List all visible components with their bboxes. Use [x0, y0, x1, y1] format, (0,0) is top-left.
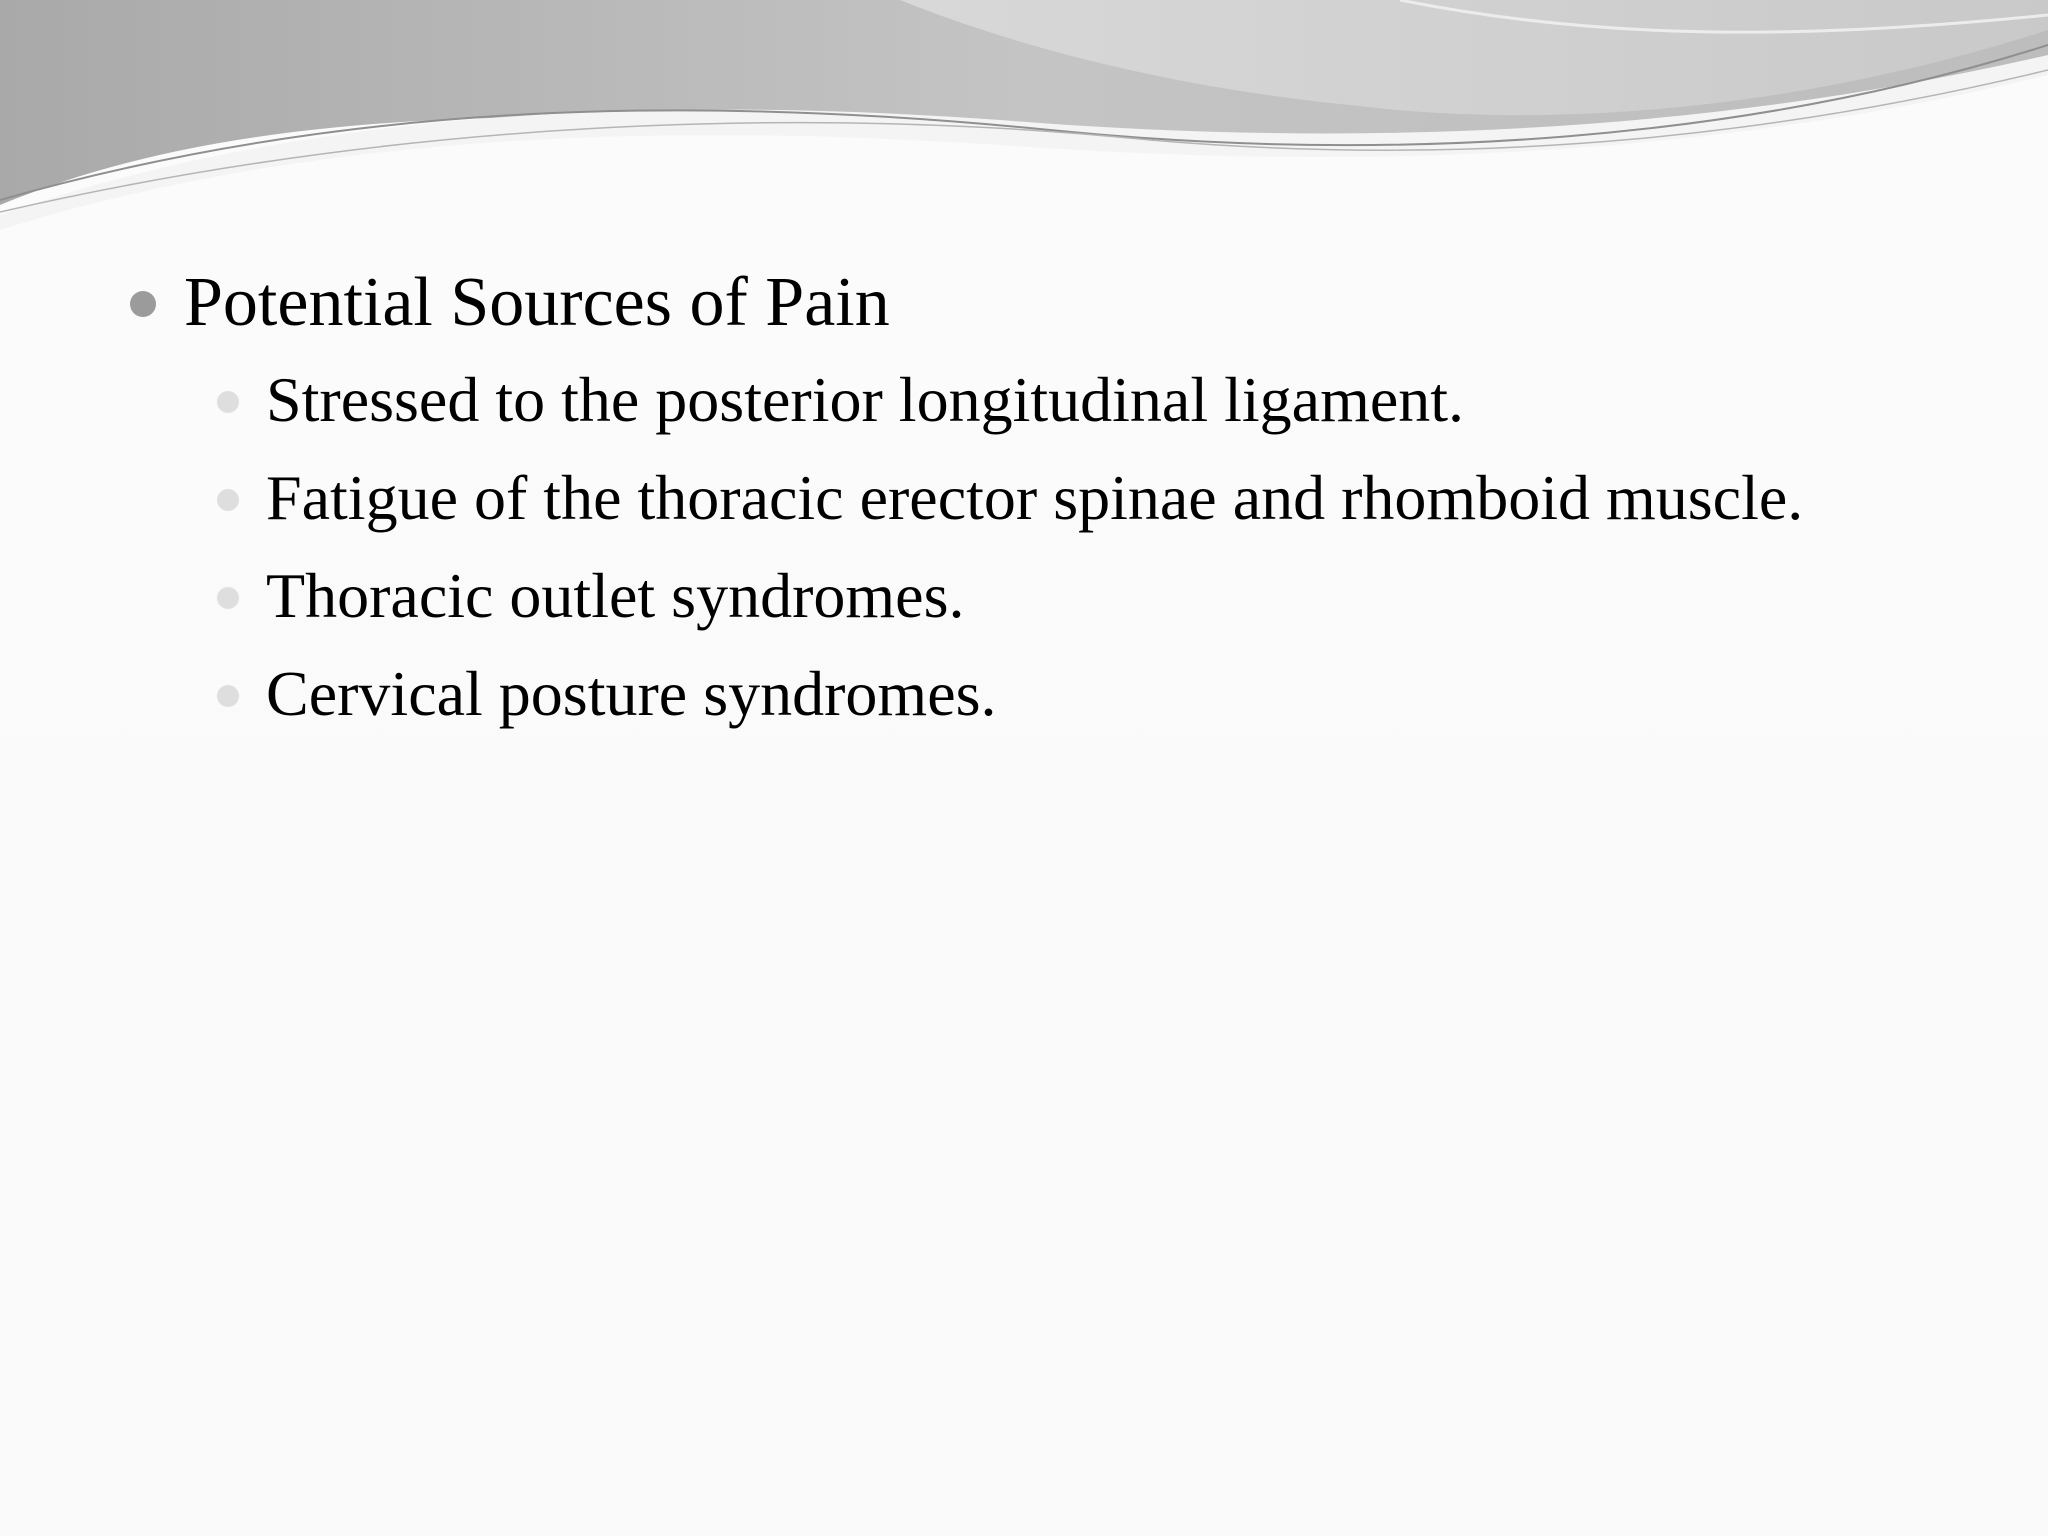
sub-bullet-list	[130, 351, 2010, 743]
list-item-text: Cervical posture syndromes.	[266, 658, 997, 729]
sub-bullet-dot-icon	[217, 587, 239, 609]
list-item	[130, 449, 2010, 547]
sub-bullet-dot-icon	[217, 489, 239, 511]
list-item-text: Fatigue of the thoracic erector spinae and rhomboid muscle.	[266, 462, 1804, 533]
list-item-text: Stressed to the posterior longitudinal ligament.	[266, 364, 1465, 435]
list-item-text: Thoracic outlet syndromes.	[266, 560, 965, 631]
sub-bullet-dot-icon	[217, 391, 239, 413]
list-item	[130, 645, 2010, 743]
bullet-dot-icon	[130, 291, 156, 317]
list-item	[130, 351, 2010, 449]
slide-body	[130, 255, 2010, 743]
heading-text: Potential Sources of Pain	[184, 264, 890, 341]
list-item	[130, 547, 2010, 645]
header-swoosh-decoration	[0, 0, 2048, 240]
bullet-heading	[130, 255, 2010, 351]
sub-bullet-dot-icon	[217, 685, 239, 707]
